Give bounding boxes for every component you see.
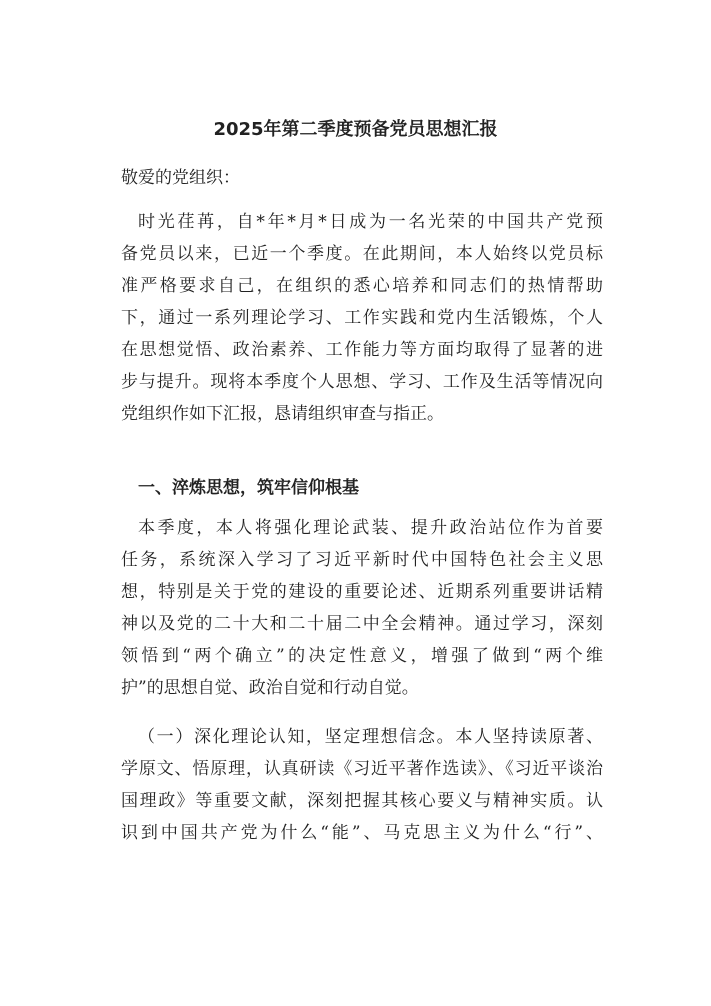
paragraph-line: 本季度，本人将强化理论武装、提升政治站位作为首要 <box>138 518 603 538</box>
document-title: 2025年第二季度预备党员思想汇报 <box>213 119 498 140</box>
salutation: 敬爱的党组织： <box>121 168 240 188</box>
paragraph-line: 在思想觉悟、政治素养、工作能力等方面均取得了显著的进 <box>121 340 603 360</box>
paragraph-intro <box>121 206 603 430</box>
section-heading: 一、淬炼思想，筑牢信仰根基 <box>138 478 359 498</box>
paragraph-line: 时光荏苒，自*年*月*日成为一名光荣的中国共产党预 <box>138 212 603 232</box>
paragraph-line: 想，特别是关于党的建设的重要论述、近期系列重要讲话精 <box>121 582 603 602</box>
paragraph-line: 任务，系统深入学习了习近平新时代中国特色社会主义思 <box>121 550 603 570</box>
paragraph-line: 护”的思想自觉、政治自觉和行动自觉。 <box>121 678 419 698</box>
paragraph-line: 下，通过一系列理论学习、工作实践和党内生活锻炼，个人 <box>121 308 603 328</box>
paragraph-line: （一）深化理论认知，坚定理想信念。本人坚持读原著、 <box>138 727 603 747</box>
paragraph-line: 国理政》等重要文献，深刻把握其核心要义与精神实质。认 <box>121 791 603 811</box>
paragraph-line: 步与提升。现将本季度个人思想、学习、工作及生活等情况向 <box>121 372 603 392</box>
paragraph-line: 党组织作如下汇报，恳请组织审查与指正。 <box>121 404 444 424</box>
paragraph-line: 准严格要求自己，在组织的悉心培养和同志们的热情帮助 <box>121 276 603 296</box>
paragraph-theory <box>121 512 603 704</box>
paragraph-line: 领悟到“两个确立”的决定性意义，增强了做到“两个维 <box>121 646 603 666</box>
paragraph-line: 学原文、悟原理，认真研读《习近平著作选读》、《习近平谈治 <box>121 759 603 779</box>
paragraph-subsection-1 <box>121 721 603 849</box>
paragraph-line: 备党员以来，已近一个季度。在此期间，本人始终以党员标 <box>121 244 603 264</box>
paragraph-line: 识到中国共产党为什么“能”、马克思主义为什么“行”、 <box>121 823 603 843</box>
paragraph-line: 神以及党的二十大和二十届二中全会精神。通过学习，深刻 <box>121 614 603 634</box>
